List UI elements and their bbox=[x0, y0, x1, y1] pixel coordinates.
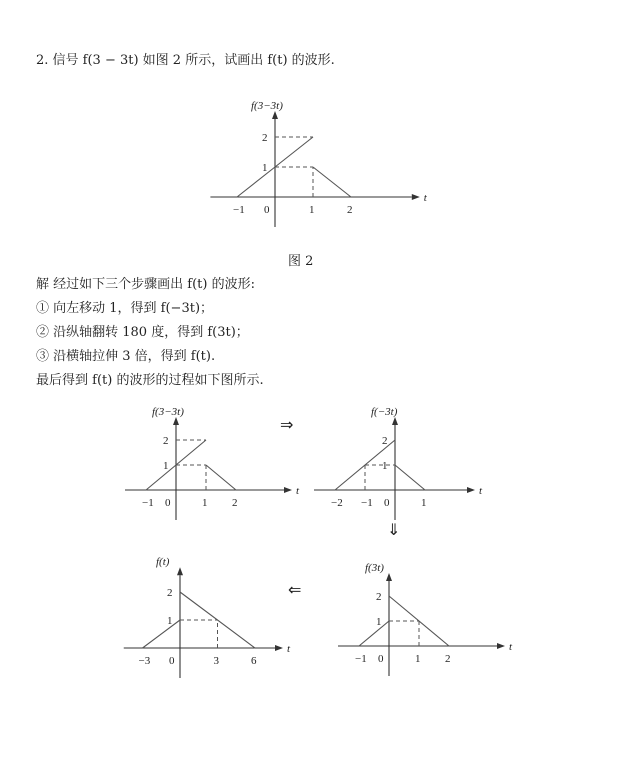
signal-segment bbox=[313, 167, 351, 197]
figure-caption: 图 2 bbox=[288, 254, 314, 269]
y-tick-label: 2 bbox=[167, 587, 173, 599]
chart-fig2 bbox=[210, 100, 427, 227]
chart-title: f(3−3t) bbox=[152, 406, 184, 418]
x-tick-label: −2 bbox=[331, 497, 343, 509]
y-tick-label: 2 bbox=[163, 435, 169, 447]
x-axis-arrowhead bbox=[284, 487, 292, 493]
chart-title: f(t) bbox=[156, 556, 170, 569]
x-tick-label: 0 bbox=[378, 653, 384, 665]
y-tick-label: 1 bbox=[262, 162, 268, 174]
left-arrow: ⇐ bbox=[288, 580, 302, 599]
x-axis-arrowhead bbox=[467, 487, 475, 493]
x-tick-label: −1 bbox=[355, 653, 367, 665]
solution-intro: 解 经过如下三个步骤画出 f(t) 的波形: bbox=[36, 277, 255, 292]
x-axis-label: t bbox=[423, 192, 427, 204]
y-tick-label: 2 bbox=[262, 132, 268, 144]
y-tick-label: 1 bbox=[376, 616, 382, 628]
signal-segment bbox=[143, 620, 181, 648]
x-tick-label: 0 bbox=[169, 655, 175, 667]
y-axis-arrowhead bbox=[173, 417, 179, 425]
signal-segment bbox=[206, 465, 236, 490]
chart-p2 bbox=[314, 406, 483, 520]
x-tick-label: 1 bbox=[202, 497, 208, 509]
x-axis-label: t bbox=[509, 641, 513, 653]
x-tick-label: −1 bbox=[361, 497, 373, 509]
y-tick-label: 2 bbox=[376, 591, 382, 603]
solution-conclusion: 最后得到 f(t) 的波形的过程如下图所示. bbox=[36, 373, 264, 388]
chart-title: f(−3t) bbox=[371, 406, 398, 418]
signal-segment bbox=[176, 440, 206, 465]
x-tick-label: −3 bbox=[138, 655, 151, 667]
y-tick-label: 1 bbox=[382, 460, 388, 472]
y-axis-arrowhead bbox=[386, 573, 392, 581]
x-tick-label: 0 bbox=[264, 204, 270, 216]
x-tick-label: −1 bbox=[233, 204, 245, 216]
y-axis-arrowhead bbox=[177, 567, 183, 575]
x-axis-arrowhead bbox=[412, 194, 420, 200]
x-tick-label: 1 bbox=[415, 653, 421, 665]
signal-segment bbox=[359, 621, 389, 646]
chart-p3 bbox=[338, 562, 513, 676]
chart-title: f(3t) bbox=[365, 562, 384, 574]
chart-title: f(3−3t) bbox=[251, 100, 283, 112]
x-axis-label: t bbox=[296, 485, 300, 497]
y-axis-arrowhead bbox=[272, 111, 278, 119]
x-tick-label: 2 bbox=[347, 204, 353, 216]
x-tick-label: 2 bbox=[445, 653, 451, 665]
x-tick-label: 6 bbox=[251, 655, 257, 667]
step-1: ① 向左移动 1，得到 f(−3t)； bbox=[36, 301, 214, 316]
right-arrow: ⇒ bbox=[280, 415, 294, 434]
y-tick-label: 1 bbox=[163, 460, 169, 472]
x-tick-label: 1 bbox=[421, 497, 427, 509]
step-2: ② 沿纵轴翻转 180 度，得到 f(3t)； bbox=[36, 325, 249, 340]
y-axis-arrowhead bbox=[392, 417, 398, 425]
problem-statement: 2. 信号 f(3 − 3t) 如图 2 所示，试画出 f(t) 的波形. bbox=[36, 53, 335, 68]
x-tick-label: −1 bbox=[142, 497, 154, 509]
down-arrow: ⇓ bbox=[387, 520, 401, 539]
x-tick-label: 1 bbox=[309, 204, 315, 216]
x-tick-label: 2 bbox=[232, 497, 238, 509]
chart-p1 bbox=[125, 406, 300, 520]
x-tick-label: 3 bbox=[213, 655, 219, 667]
y-tick-label: 2 bbox=[382, 435, 388, 447]
x-axis-label: t bbox=[287, 643, 291, 655]
y-tick-label: 1 bbox=[167, 615, 173, 627]
x-tick-label: 0 bbox=[384, 497, 390, 509]
x-tick-label: 0 bbox=[165, 497, 171, 509]
step-3: ③ 沿横轴拉伸 3 倍，得到 f(t). bbox=[36, 349, 216, 364]
signal-segment bbox=[275, 137, 313, 167]
signal-segment bbox=[395, 465, 425, 490]
chart-p4 bbox=[124, 556, 291, 678]
x-axis-arrowhead bbox=[497, 643, 505, 649]
signal-segment bbox=[146, 465, 176, 490]
x-axis-arrowhead bbox=[275, 645, 283, 651]
x-axis-label: t bbox=[479, 485, 483, 497]
signal-segment bbox=[237, 167, 275, 197]
